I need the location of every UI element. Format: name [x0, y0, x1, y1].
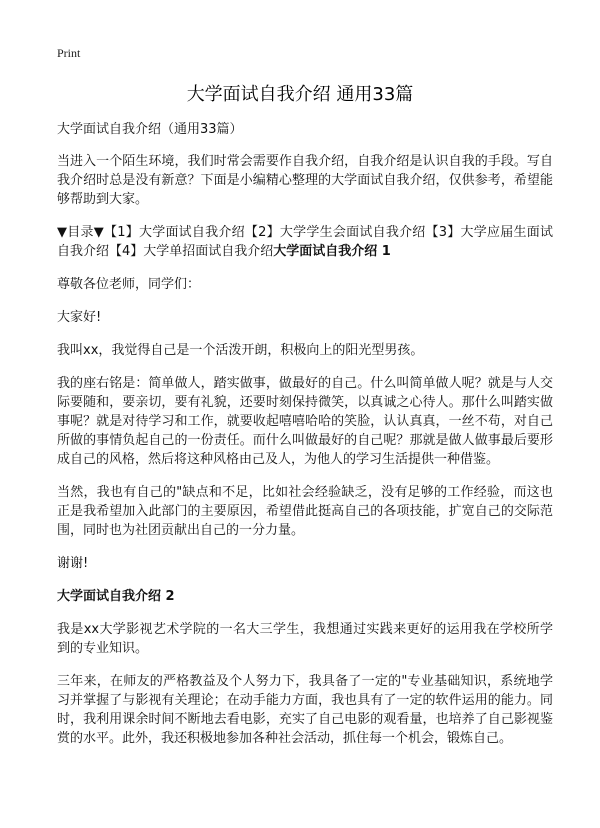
print-label[interactable]: Print — [57, 46, 81, 60]
section-1-paragraph-1: 我叫xx，我觉得自己是一个活泼开朗，积极向上的阳光型男孩。 — [57, 343, 424, 358]
section-1-heading: 大学面试自我介绍 1 — [273, 244, 391, 259]
section-2-heading: 大学面试自我介绍 2 — [57, 589, 175, 604]
table-of-contents — [57, 223, 553, 261]
hello-line: 大家好! — [57, 310, 102, 325]
toc-links[interactable]: ▼目录▼【1】大学面试自我介绍【2】大学学生会面试自我介绍【3】大学应届生面试自我介绍【4】大学单招面试自我介绍 — [57, 225, 553, 259]
section-2-paragraph-1: 我是xx大学影视艺术学院的一名大三学生，我想通过实践来更好的运用我在学校所学到的专业知识。 — [57, 622, 553, 656]
thanks-line: 谢谢! — [57, 556, 89, 571]
document-subtitle: 大学面试自我介绍（通用33篇） — [57, 122, 243, 137]
section-1-paragraph-3: 当然，我也有自己的"缺点和不足，比如社会经验缺乏，没有足够的工作经验，而这也正是我希望加入此部门的主要原因，希望借此挺高自己的各项技能，扩宽自己的交际范围，同时也为社团贡献出自己的一分力量。 — [57, 485, 553, 538]
section-1-paragraph-2: 我的座右铭是：简单做人，踏实做事，做最好的自己。什么叫简单做人呢？就是与人交际要随和，要亲切，要有礼貌，还要时刻保持微笑，以真诚之心待人。那什么叫踏实做事呢？就是对待学习和工作，就要收起嘻嘻哈哈的笑脸，认认真真，一丝不苟，对自己所做的事情负起自己的一份责任。而什么叫做最好的自己呢？那就是做人做事最后要形成自己的风格，然后将这种风格由己及人，为他人的学习生活提供一种借鉴。 — [57, 376, 553, 467]
intro-paragraph: 当进入一个陌生环境，我们时常会需要作自我介绍，自我介绍是认识自我的手段。写自我介绍时总是没有新意？下面是小编精心整理的大学面试自我介绍，仅供参考，希望能够帮助到大家。 — [57, 154, 553, 207]
page-title: 大学面试自我介绍 通用33篇 — [186, 84, 414, 105]
section-2-paragraph-2: 三年来，在师友的严格教益及个人努力下，我具备了一定的"专业基础知识，系统地学习并掌握了与影视有关理论；在动手能力方面，我也具有了一定的软件运用的能力。同时，我利用课余时间不断地去看电影，充实了自己电影的观看量，也培养了自己影视鉴赏的水平。此外，我还积极地参加各种社会活动，抓住每一个机会，锻炼自己。 — [57, 674, 553, 746]
greeting: 尊敬各位老师，同学们： — [57, 277, 201, 292]
document-body — [57, 120, 553, 762]
